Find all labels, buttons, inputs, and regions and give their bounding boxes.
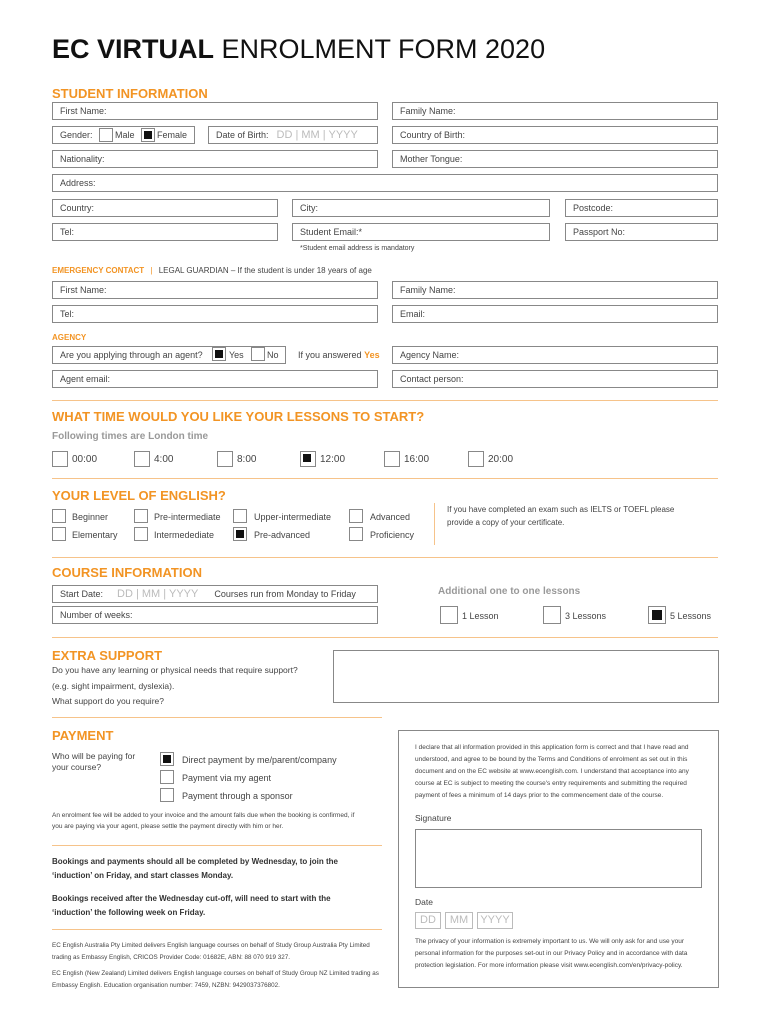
agent-email-field[interactable]: [52, 370, 378, 388]
course-heading: COURSE INFORMATION: [52, 565, 202, 580]
agency-heading: AGENCY: [52, 333, 87, 342]
time-label: 4:00: [154, 454, 174, 465]
time-label: 12:00: [320, 454, 346, 465]
start-date-label: Start Date:: [60, 589, 104, 599]
five-lessons-checkbox[interactable]: [648, 606, 666, 624]
declaration-panel: [398, 730, 719, 988]
divider-2: [52, 478, 718, 479]
divider-7: [52, 929, 382, 930]
time-label: 8:00: [237, 454, 257, 465]
dob-placeholder: DD | MM | YYYY: [276, 129, 358, 141]
time-checkbox[interactable]: [217, 451, 233, 467]
contact-person-label: Contact person:: [400, 374, 464, 384]
emergency-first-name-field[interactable]: [52, 281, 378, 299]
weeks-field[interactable]: [52, 606, 378, 624]
emergency-email-field[interactable]: [392, 305, 718, 323]
bookings-note-2: Bookings received after the Wednesday cut-off, will need to start with the ‘induction’ the following week on Friday.: [52, 894, 331, 917]
country-field[interactable]: [52, 199, 278, 217]
address-label: Address:: [60, 178, 96, 188]
elementary-label: Elementary: [72, 530, 118, 540]
legal-australia: EC English Australia Pty Limited delivers English language courses on behalf of Study Group Australia Pty Limited trading as Embassy English, CRICOS Provider Code: 01682E, ABN: 88 070 919 327.: [52, 942, 370, 961]
time-label: 20:00: [488, 454, 514, 465]
advanced-checkbox[interactable]: [349, 509, 363, 523]
additional-lessons-heading: Additional one to one lessons: [438, 586, 581, 597]
elementary-checkbox[interactable]: [52, 527, 66, 541]
emergency-heading: EMERGENCY CONTACT: [52, 266, 145, 275]
first-name-field[interactable]: [52, 102, 378, 120]
advanced-label: Advanced: [370, 512, 411, 522]
passport-label: Passport No:: [573, 227, 626, 237]
agent-email-label: Agent email:: [60, 374, 111, 384]
agent-no-checkbox[interactable]: [251, 347, 265, 361]
course-runs-note: Courses run from Monday to Friday: [214, 589, 356, 599]
city-label: City:: [300, 203, 318, 213]
sponsor-payment-label: Payment through a sponsor: [182, 791, 293, 801]
family-name-label: Family Name:: [400, 106, 456, 116]
intermediate-label: Intermedediate: [154, 530, 215, 540]
support-question: Do you have any learning or physical needs that require support?: [52, 665, 298, 675]
emergency-email-label: Email:: [400, 309, 426, 319]
times-subheading: Following times are London time: [52, 431, 209, 442]
payment-heading: PAYMENT: [52, 728, 114, 743]
level-heading: YOUR LEVEL OF ENGLISH?: [52, 488, 226, 503]
passport-field[interactable]: [565, 223, 718, 241]
signature-box[interactable]: [415, 829, 702, 888]
agent-yes-label: Yes: [229, 350, 244, 360]
contact-person-field[interactable]: [392, 370, 718, 388]
mother-tongue-field[interactable]: [392, 150, 718, 168]
three-lessons-checkbox[interactable]: [543, 606, 561, 624]
time-checkbox[interactable]: [134, 451, 150, 467]
emergency-tel-label: Tel:: [60, 309, 75, 319]
agent-question-label: Are you applying through an agent?: [60, 350, 203, 360]
level-note: If you have completed an exam such as IELTS or TOEFL please provide a copy of your certificate.: [447, 505, 675, 527]
if-answered-label: If you answered: [298, 350, 362, 360]
proficiency-checkbox[interactable]: [349, 527, 363, 541]
tel-label: Tel:: [60, 227, 75, 237]
emergency-family-name-field[interactable]: [392, 281, 718, 299]
time-label: 16:00: [404, 454, 430, 465]
nationality-label: Nationality:: [60, 154, 105, 164]
five-lessons-mark: [652, 610, 662, 620]
male-label: Male: [115, 130, 135, 140]
country-label: Country:: [60, 203, 95, 213]
privacy-text: The privacy of your information is extremely important to us. We will only ask for and use your personal information for the purposes set-out in our Privacy Policy and in accordance with data protection legislation. For more information please visit www.ecenglish.com/en/privacy-policy.: [415, 938, 688, 970]
pre-advanced-label: Pre-advanced: [254, 530, 311, 540]
signature-label: Signature: [415, 813, 452, 823]
divider-5: [52, 717, 382, 718]
one-lesson-label: 1 Lesson: [462, 611, 499, 621]
agent-payment-label: Payment via my agent: [182, 773, 272, 783]
one-lesson-checkbox[interactable]: [440, 606, 458, 624]
three-lessons-label: 3 Lessons: [565, 611, 607, 621]
if-answered-text: [298, 350, 380, 360]
male-checkbox[interactable]: [99, 128, 113, 142]
level-divider: [434, 503, 435, 545]
payment-who: Who will be paying for your course?: [52, 751, 136, 773]
upper-intermediate-checkbox[interactable]: [233, 509, 247, 523]
agency-name-field[interactable]: [392, 346, 718, 364]
title-bold: EC VIRTUAL: [52, 34, 214, 64]
emergency-subheading: LEGAL GUARDIAN – If the student is under 18 years of age: [158, 266, 372, 275]
gender-label: Gender:: [60, 130, 93, 140]
country-of-birth-label: Country of Birth:: [400, 130, 466, 140]
legal-new-zealand: EC English (New Zealand) Limited delivers English language courses on behalf of Study Group NZ Limited trading as Embassy English. Education organisation number: 7459, NZBN: 9429037376802.: [52, 970, 379, 989]
support-heading: EXTRA SUPPORT: [52, 648, 163, 663]
divider-1: [52, 400, 718, 401]
date-year-field[interactable]: YYYY: [477, 912, 513, 929]
enrolment-fee-note: An enrolment fee will be added to your invoice and the amount falls due when the booking is confirmed, if you are paying via your agent, please settle the payment directly with him or her.: [52, 812, 355, 831]
intermediate-checkbox[interactable]: [134, 527, 148, 541]
title-light: ENROLMENT FORM 2020: [221, 34, 546, 64]
weeks-label: Number of weeks:: [60, 610, 133, 620]
female-checkbox[interactable]: [141, 128, 155, 142]
date-day-field[interactable]: DD: [415, 912, 441, 929]
upper-intermediate-label: Upper-intermediate: [254, 512, 332, 522]
sponsor-payment-checkbox[interactable]: [160, 788, 174, 802]
time-checkbox[interactable]: [52, 451, 68, 467]
direct-payment-checkbox[interactable]: [160, 752, 174, 766]
time-checkbox[interactable]: [468, 451, 484, 467]
support-what: What support do you require?: [52, 696, 164, 706]
beginner-label: Beginner: [72, 512, 109, 522]
email-note: *Student email address is mandatory: [300, 245, 415, 252]
start-date-placeholder: DD | MM | YYYY: [117, 588, 199, 600]
emergency-tel-field[interactable]: [52, 305, 378, 323]
time-checkbox[interactable]: [300, 451, 316, 467]
tel-field[interactable]: [52, 223, 278, 241]
postcode-label: Postcode:: [573, 203, 614, 213]
time-label: 00:00: [72, 454, 98, 465]
if-answered-yes: Yes: [364, 350, 380, 360]
postcode-field[interactable]: [565, 199, 718, 217]
five-lessons-label: 5 Lessons: [670, 611, 712, 621]
divider-3: [52, 557, 718, 558]
dob-field[interactable]: [208, 126, 378, 144]
city-field[interactable]: [292, 199, 550, 217]
pre-intermediate-checkbox[interactable]: [134, 509, 148, 523]
dob-label: Date of Birth:: [216, 130, 269, 140]
page-title: [52, 34, 545, 65]
declaration-text: I declare that all information provided in this application form is correct and that I have read and understood, and agree to be bound by the Terms and Conditions of enrolment as set out in this document and on the EC website at www.ecenglish.com. I understand that acceptance into any course at EC is subject to meeting the course's entry requirements and submitting the required payment of fees a minimum of 14 days prior to the commencement date of the course.: [415, 744, 689, 800]
family-name-field[interactable]: [392, 102, 718, 120]
female-label: Female: [157, 130, 188, 140]
pre-intermediate-label: Pre-intermediate: [154, 512, 221, 522]
emergency-first-name-label: First Name:: [60, 285, 107, 295]
student-heading: STUDENT INFORMATION: [52, 86, 208, 101]
student-email-label: Student Email:*: [300, 227, 363, 237]
direct-payment-label: Direct payment by me/parent/company: [182, 755, 337, 765]
divider-6: [52, 845, 382, 846]
agent-yes-checkbox[interactable]: [212, 347, 226, 361]
bookings-note-1: Bookings and payments should all be completed by Wednesday, to join the ‘induction’ on Friday, and start classes Monday.: [52, 857, 338, 880]
time-checkbox[interactable]: [384, 451, 400, 467]
divider-4: [52, 637, 718, 638]
support-textarea[interactable]: [333, 650, 719, 703]
address-field[interactable]: [52, 174, 718, 192]
country-of-birth-field[interactable]: [392, 126, 718, 144]
emergency-separator: |: [150, 266, 153, 275]
emergency-heading-line: [52, 266, 372, 275]
beginner-checkbox[interactable]: [52, 509, 66, 523]
mother-tongue-label: Mother Tongue:: [400, 154, 463, 164]
pre-advanced-checkbox[interactable]: [233, 527, 247, 541]
date-label: Date: [415, 897, 433, 907]
agent-payment-checkbox[interactable]: [160, 770, 174, 784]
proficiency-label: Proficiency: [370, 530, 415, 540]
agency-name-label: Agency Name:: [400, 350, 460, 360]
start-date-field[interactable]: [52, 585, 378, 603]
nationality-field[interactable]: [52, 150, 378, 168]
student-email-field[interactable]: [292, 223, 550, 241]
first-name-label: First Name:: [60, 106, 107, 116]
agent-no-label: No: [267, 350, 279, 360]
emergency-family-name-label: Family Name:: [400, 285, 456, 295]
date-month-field[interactable]: MM: [445, 912, 473, 929]
times-heading: WHAT TIME WOULD YOU LIKE YOUR LESSONS TO START?: [52, 409, 425, 424]
support-examples: (e.g. sight impairment, dyslexia).: [52, 681, 175, 691]
